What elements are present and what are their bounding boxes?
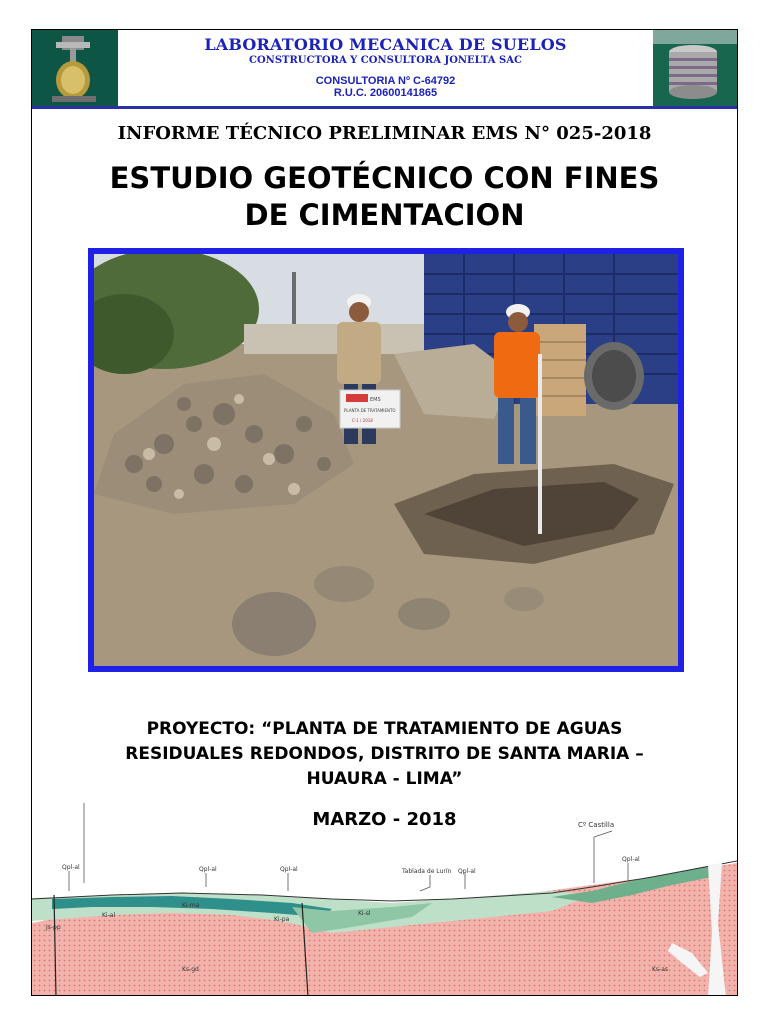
- geo-label-ki-al: Ki-al: [102, 912, 116, 919]
- lab-name: LABORATORIO MECANICA DE SUELOS: [204, 35, 567, 54]
- project-description: [32, 717, 737, 792]
- geo-label-castilla: Cº Castilla: [578, 821, 615, 829]
- lab-equipment-logo-left: [32, 30, 118, 106]
- report-code: INFORME TÉCNICO PRELIMINAR EMS N° 025-2018: [117, 123, 652, 144]
- company-name: CONSTRUCTORA Y CONSULTORA JONELTA SAC: [249, 55, 522, 66]
- geo-label-qpl-1: Qpl-al: [62, 864, 80, 871]
- geo-label-qpl-3: Qpl-al: [280, 866, 298, 873]
- document-page: [31, 29, 738, 996]
- consultoria-number: CONSULTORIA Nº C-64792: [315, 75, 456, 87]
- geo-label-ki-ma: Ki-ma: [182, 902, 200, 909]
- ruc-number: R.U.C. 20600141865: [333, 87, 438, 99]
- geo-label-ks-as: Ks-as: [652, 966, 669, 973]
- project-line1: PROYECTO: “PLANTA DE TRATAMIENTO DE AGUAS: [146, 719, 623, 739]
- report-date: MARZO - 2018: [312, 809, 457, 830]
- geo-label-ki-pa: Ki-pa: [274, 916, 290, 923]
- sign-line2: PLANTA DE TRATAMIENTO: [344, 408, 396, 413]
- geo-label-qpl-5: Qpl-al: [622, 856, 640, 863]
- report-title: [32, 160, 737, 234]
- geo-label-qpl-2: Qpl-al: [199, 866, 217, 873]
- letterhead: [32, 30, 737, 109]
- sieve-stack-logo-right: [653, 30, 737, 106]
- geo-label-js-pp: Js-pp: [46, 924, 61, 931]
- project-line3: HUAURA - LIMA”: [306, 769, 463, 789]
- geo-label-ks-gd: Ks-gd: [182, 966, 199, 973]
- report-title-line1: ESTUDIO GEOTÉCNICO CON FINES: [109, 161, 660, 195]
- letterhead-text: [118, 30, 653, 106]
- sign-line1: EMS: [370, 397, 381, 403]
- geo-label-qpl-4: Qpl-al: [458, 868, 476, 875]
- geo-label-tablada: Tablada de Lurín: [402, 868, 452, 875]
- geological-cross-section: [32, 803, 737, 996]
- sign-line3: C-1 / 2018: [352, 418, 373, 423]
- field-photo: [88, 248, 684, 672]
- geo-label-ki-sl: Ki-sl: [358, 910, 371, 917]
- report-title-line2: DE CIMENTACION: [244, 198, 525, 232]
- project-line2: RESIDUALES REDONDOS, DISTRITO DE SANTA MARIA –: [125, 744, 644, 764]
